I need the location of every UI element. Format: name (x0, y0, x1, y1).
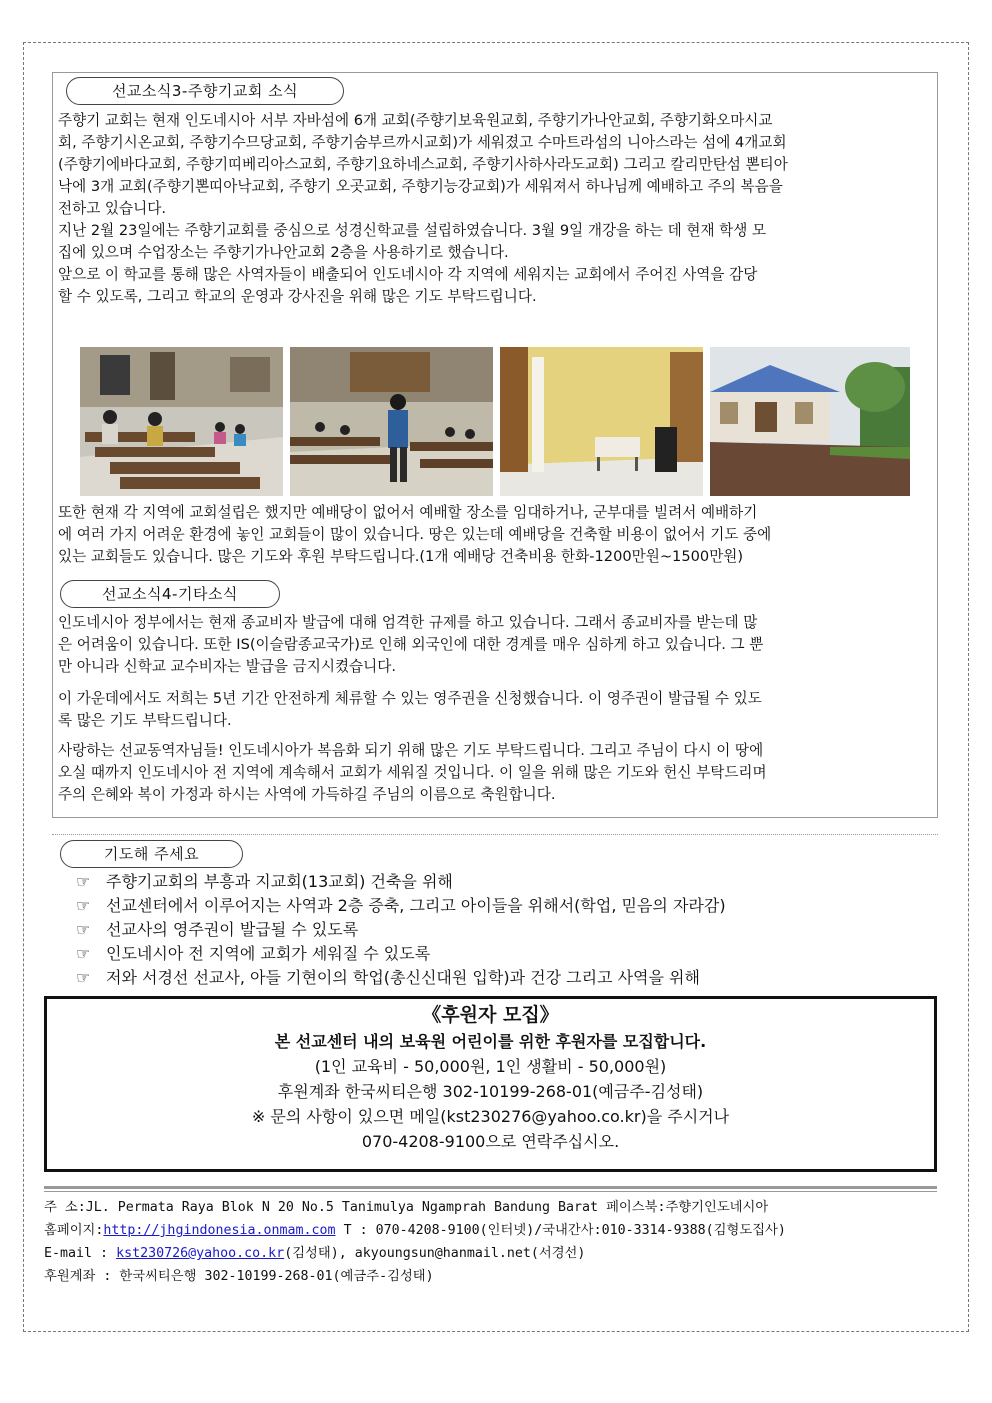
prayer-title: 기도해 주세요 (60, 840, 243, 868)
email-link[interactable]: kst230726@yahoo.co.kr (116, 1246, 285, 1261)
church-land-photo (710, 347, 910, 496)
address-line: 주 소:JL. Permata Raya Blok N 20 No.5 Tanimulya Ngamprah Bandung Barat 페이스북:주향기인도네시아 (44, 1200, 769, 1215)
sponsor-recruitment-box (44, 996, 937, 1172)
church-interior-photo-2 (290, 347, 493, 496)
prayer-item: ☞ 주향기교회의 부흥과 지교회(13교회) 건축을 위해 (76, 870, 936, 894)
news3-paragraph-1: 주향기 교회는 현재 인도네시아 서부 자바섬에 6개 교회(주향기보육원교회, 주향기가나안교회, 주향기화오마시교 회, 주향기시온교회, 주향기수므당교회, 주향기숨부르까시교회)가 세워졌고 수마트라섬의 니아스라는 섬에 4개교회 (주향기에바다교회, 주향기띠베리아스교회, 주향기요하네스교회, 주향기사하사라도교회) 그리고 칼리만탄섬 뽄티아 낙에 3개 교회(주향기뽄띠아낙교회, 주향기 오곳교회, 주향기능강교회)가 세워져서 하나님께 예배하고 주의 복음을 전하고 있습니다. (58, 112, 788, 217)
news4-paragraph-3: 사랑하는 선교동역자님들! 인도네시아가 복음화 되기 위해 많은 기도 부탁드립니다. 그리고 주님이 다시 이 땅에 오실 때까지 인도네시아 전 지역에 계속해서 교회가 세워질 것입니다. 이 일을 위해 많은 기도와 헌신 부탁드리며 주의 은혜와 복이 가정과 하시는 사역에 가득하길 주님의 이름으로 축원합니다. (58, 742, 767, 803)
pointing-hand-icon: ☞ (76, 896, 91, 915)
contact-footer (44, 1196, 944, 1288)
footer-rule (44, 1186, 937, 1189)
pointing-hand-icon: ☞ (76, 872, 91, 891)
news4-paragraph-1: 인도네시아 정부에서는 현재 종교비자 발급에 대해 엄격한 규제를 하고 있습니다. 그래서 종교비자를 받는데 많 은 어려움이 있습니다. 또한 IS(이슬람종교국가)로 인해 외국인에 대한 경계를 매우 심하게 하고 있습니다. 그 뿐 만 아니라 신학교 교수비자는 발급을 금지시켰습니다. (58, 614, 764, 675)
sponsor-line-2: (1인 교육비 - 50,000원, 1인 생활비 - 50,000원) (314, 1057, 667, 1076)
prayer-item: ☞ 인도네시아 전 지역에 교회가 세워질 수 있도록 (76, 942, 936, 966)
classroom-room-photo (500, 347, 703, 496)
homepage-link[interactable]: http://jhgindonesia.onmam.com (103, 1223, 336, 1238)
pointing-hand-icon: ☞ (76, 944, 91, 963)
prayer-list (76, 870, 936, 990)
news3-paragraph-4: 또한 현재 각 지역에 교회설립은 했지만 예배당이 없어서 예배할 장소를 임대하거나, 군부대를 빌려서 예배하기 에 여러 가지 어려운 환경에 놓인 교회들이 많이 있습니다. 땅은 있는데 예배당을 건축할 비용이 없어서 기도 중에 있는 교회들도 있습니다. 많은 기도와 후원 부탁드립니다.(1개 예배당 건축비용 한화-1200만원~1500만원) (58, 504, 772, 565)
news3-paragraph-3: 앞으로 이 학교를 통해 많은 사역자들이 배출되어 인도네시아 각 지역에 세워지는 교회에서 주어진 사역을 감당 할 수 있도록, 그리고 학교의 운영과 강사진을 위해 많은 기도 부탁드립니다. (58, 266, 758, 305)
section-divider (52, 834, 938, 835)
email-line: E-mail : kst230726@yahoo.co.kr(김성태), akyoungsun@hanmail.net(서경선) (44, 1246, 586, 1261)
prayer-item: ☞ 저와 서경선 선교사, 아들 기현이의 학업(총신신대원 입학)과 건강 그리고 사역을 위해 (76, 966, 936, 990)
homepage-line: 홈페이지:http://jhgindonesia.onmam.com T : 070-4208-9100(인터넷)/국내간사:010-3314-9388(김형도집사) (44, 1223, 786, 1238)
sponsor-line-4: ※ 문의 사항이 있으면 메일(kst230276@yahoo.co.kr)을 주시거나 (251, 1107, 730, 1126)
prayer-item: ☞ 선교센터에서 이루어지는 사역과 2층 증축, 그리고 아이들을 위해서(학업, 믿음의 자라감) (76, 894, 936, 918)
sponsor-line-5: 070-4208-9100으로 연락주십시오. (361, 1132, 620, 1151)
news4-title: 선교소식4-기타소식 (60, 580, 280, 608)
footer-rule-thin (44, 1191, 937, 1192)
news3-title: 선교소식3-주향기교회 소식 (66, 77, 344, 105)
pointing-hand-icon: ☞ (76, 968, 91, 987)
news4-paragraph-2: 이 가운데에서도 저희는 5년 기간 안전하게 체류할 수 있는 영주권을 신청했습니다. 이 영주권이 발급될 수 있도 록 많은 기도 부탁드립니다. (58, 690, 762, 729)
sponsor-title: 《후원자 모집》 (422, 1004, 559, 1026)
pointing-hand-icon: ☞ (76, 920, 91, 939)
church-interior-photo-1 (80, 347, 283, 496)
prayer-item: ☞ 선교사의 영주권이 발급될 수 있도록 (76, 918, 936, 942)
account-line: 후원계좌 : 한국씨티은행 302-10199-268-01(예금주-김성태) (44, 1269, 434, 1284)
sponsor-line-1: 본 선교센터 내의 보육원 어린이를 위한 후원자를 모집합니다. (274, 1032, 707, 1051)
news3-paragraph-2: 지난 2월 23일에는 주향기교회를 중심으로 성경신학교를 설립하였습니다. 3월 9일 개강을 하는 데 현재 학생 모 집에 있으며 수업장소는 주향기가나안교회 2층을 사용하기로 했습니다. (58, 222, 767, 261)
sponsor-line-3: 후원계좌 한국씨티은행 302-10199-268-01(예금주-김성태) (277, 1082, 704, 1101)
